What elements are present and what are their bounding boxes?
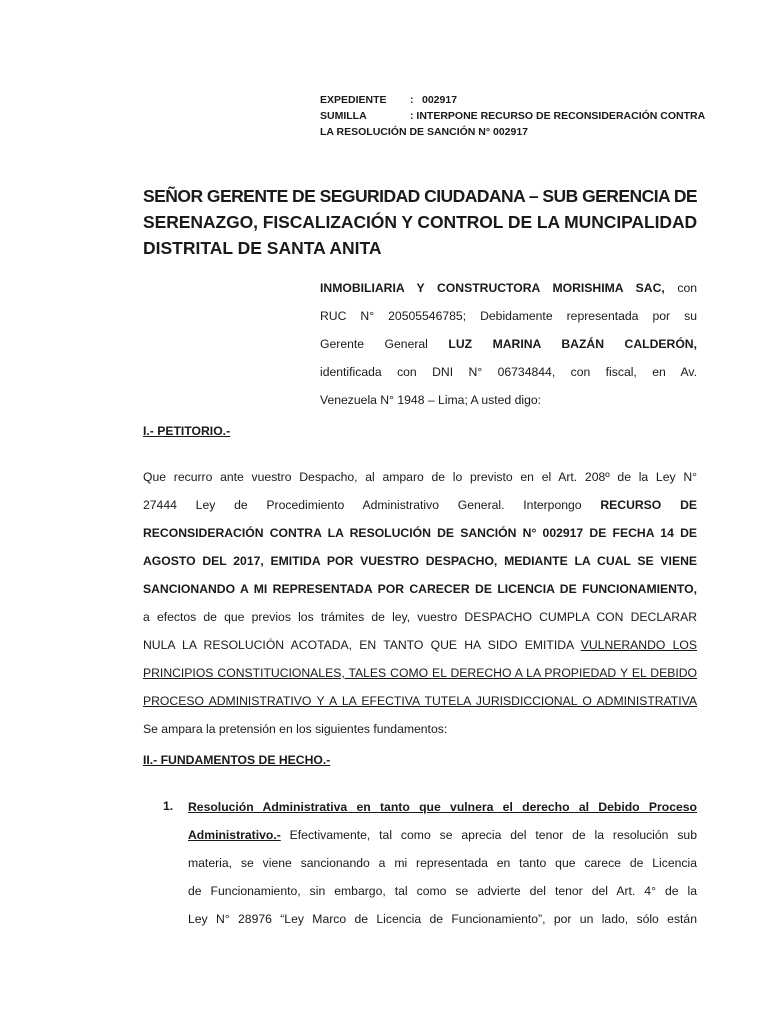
party-line-1	[320, 274, 697, 302]
party-line-4: identificada con DNI N° 06734844, con fiscal, en Av.	[320, 365, 697, 379]
party-line-1-tail: con	[677, 281, 697, 295]
party-line-3	[320, 330, 697, 358]
section-heading-petitorio: I.- PETITORIO.-	[143, 424, 231, 438]
sumilla-line-2	[320, 124, 700, 140]
petitorio-line-6: a efectos de que previos los trámites de ley, vuestro DESPACHO CUMPLA CON DECLARAR	[143, 610, 697, 624]
party-line-5: Venezuela N° 1948 – Lima; A usted digo:	[320, 393, 542, 407]
petitorio-line-7	[143, 631, 697, 659]
expediente-label: EXPEDIENTE	[320, 94, 387, 106]
petitorio-line-3: RECONSIDERACIÓN CONTRA LA RESOLUCIÓN DE SANCIÓN N° 002917 DE FECHA 14 DE	[143, 526, 697, 540]
fundamento-line-2	[188, 821, 697, 849]
party-line-3-head: Gerente General	[320, 337, 428, 351]
petitorio-line-9: PROCESO ADMINISTRATIVO Y A LA EFECTIVA TUTELA JURISDICCIONAL O ADMINISTRATIVA	[143, 694, 697, 708]
fundamento-line-4: de Funcionamiento, sin embargo, tal como se advierte del tenor del Art. 4° de la	[188, 884, 697, 898]
fundamento-item-1	[188, 793, 697, 933]
representative-name: LUZ MARINA BAZÁN CALDERÓN,	[448, 337, 697, 351]
sumilla-value: : INTERPONE RECURSO DE RECONSIDERACIÓN CONTRA	[410, 110, 706, 122]
petitorio-line-4: AGOSTO DEL 2017, EMITIDA POR VUESTRO DESPACHO, MEDIANTE LA CUAL SE VIENE	[143, 554, 697, 568]
petitorio-line-10: Se ampara la pretensión en los siguientes fundamentos:	[143, 722, 448, 736]
fundamento-line-1: Resolución Administrativa en tanto que vulnera el derecho al Debido Proceso	[188, 800, 697, 814]
addressee-line-2: SERENAZGO, FISCALIZACIÓN Y CONTROL DE LA MUNCIPALIDAD	[143, 212, 698, 232]
list-item-number: 1.	[163, 799, 174, 813]
addressee-line-3: DISTRITAL DE SANTA ANITA	[143, 238, 382, 258]
sumilla-value-continued: LA RESOLUCIÓN DE SANCIÓN N° 002917	[320, 126, 529, 138]
petitorio-line-2-plain: 27444 Ley de Procedimiento Administrativo General. Interpongo	[143, 498, 582, 512]
petitorio-paragraph	[143, 463, 697, 743]
expediente-line	[320, 92, 700, 108]
company-name: INMOBILIARIA Y CONSTRUCTORA MORISHIMA SAC,	[320, 281, 665, 295]
expediente-separator: :	[410, 94, 414, 106]
petitorio-line-1: Que recurro ante vuestro Despacho, al amparo de lo previsto en el Art. 208º de la Ley N°	[143, 470, 697, 484]
petitorio-line-2-bold: RECURSO DE	[600, 498, 697, 512]
petitorio-line-5: SANCIONANDO A MI REPRESENTADA POR CARECER DE LICENCIA DE FUNCIONAMIENTO,	[143, 582, 697, 596]
sumilla-label: SUMILLA	[320, 110, 367, 122]
fundamento-line-3: materia, se viene sancionando a mi representada en tanto que carece de Licencia	[188, 856, 697, 870]
petitorio-line-2	[143, 491, 697, 519]
petitorio-line-8: PRINCIPIOS CONSTITUCIONALES, TALES COMO EL DERECHO A LA PROPIEDAD Y EL DEBIDO	[143, 666, 697, 680]
party-line-2: RUC N° 20505546785; Debidamente representada por su	[320, 309, 697, 323]
fundamento-line-2-bold: Administrativo.-	[188, 828, 281, 842]
addressee-title	[143, 183, 697, 261]
section-heading-fundamentos: II.- FUNDAMENTOS DE HECHO.-	[143, 753, 331, 767]
addressee-line-1: SEÑOR GERENTE DE SEGURIDAD CIUDADANA – SUB GERENCIA DE	[143, 186, 698, 206]
fundamento-line-2-plain: Efectivamente, tal como se aprecia del tenor de la resolución sub	[280, 828, 697, 842]
petitorio-line-7-plain: NULA LA RESOLUCIÓN ACOTADA, EN TANTO QUE HA SIDO EMITIDA	[143, 638, 574, 652]
party-paragraph	[320, 274, 697, 414]
fundamento-line-5: Ley N° 28976 “Ley Marco de Licencia de Funcionamiento”, por un lado, sólo están	[188, 912, 697, 926]
petitorio-line-7-underlined: VULNERANDO LOS	[580, 638, 697, 652]
expediente-value: 002917	[422, 94, 458, 106]
sumilla-line	[320, 108, 706, 124]
